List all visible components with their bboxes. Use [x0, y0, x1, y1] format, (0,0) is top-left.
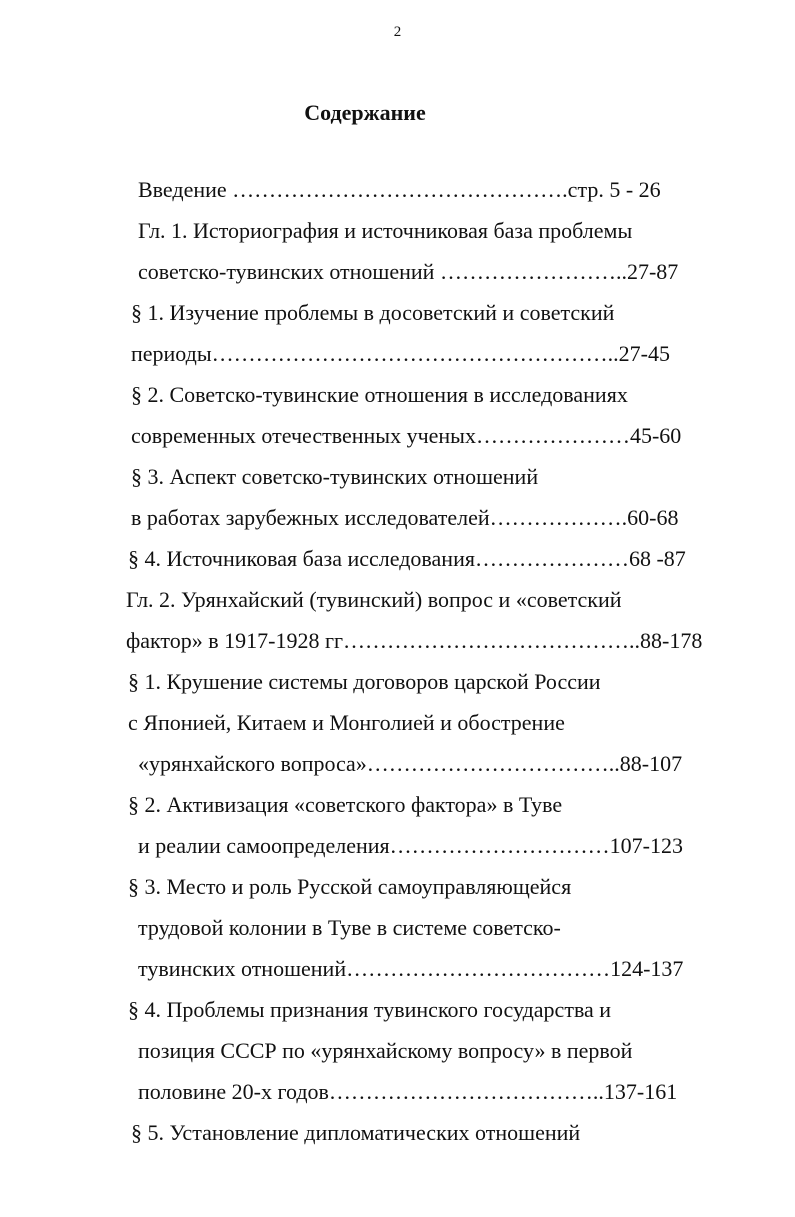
toc-entry-ch2-s1-pages: «урянхайского вопроса»……………………………..88-107	[138, 751, 683, 776]
toc-entry-ch2-s3-heading: § 3. Место и роль Русской самоуправляющейся	[128, 874, 572, 899]
toc-entry-ch2-s1-line2: с Японией, Китаем и Монголией и обострение	[128, 710, 565, 735]
toc-entry-ch2-s2-pages: и реалии самоопределения…………………………107-123	[138, 833, 683, 858]
page-title: Содержание	[304, 100, 426, 125]
toc-entry-ch1-s3-heading: § 3. Аспект советско-тувинских отношений	[131, 464, 539, 489]
toc-entry-chapter-2-heading: Гл. 2. Урянхайский (тувинский) вопрос и «советский	[126, 587, 622, 612]
toc-entry-ch2-s5-heading: § 5. Установление дипломатических отношений	[131, 1120, 581, 1145]
toc-entry-chapter-1-pages: советско-тувинских отношений ……………………..27-87	[138, 259, 679, 284]
toc-entry-ch1-s3-pages: в работах зарубежных исследователей……………….60-68	[131, 505, 679, 530]
page-number: 2	[393, 24, 402, 40]
toc-entry-ch1-s4: § 4. Источниковая база исследования…………………68 -87	[128, 546, 686, 571]
toc-entry-ch1-s1-pages: периоды………………………………………………..27-45	[131, 341, 670, 366]
toc-entry-ch1-s2-pages: современных отечественных ученых…………………45-60	[131, 423, 682, 448]
toc-entry-chapter-1-heading: Гл. 1. Историография и источниковая база проблемы	[138, 218, 633, 243]
toc-entry-ch2-s3-line2: трудовой колонии в Туве в системе советско-	[138, 915, 561, 940]
toc-entry-ch1-s1-heading: § 1. Изучение проблемы в досоветский и советский	[131, 300, 615, 325]
toc-entry-chapter-2-pages: фактор» в 1917-1928 гг…………………………………..88-178	[126, 628, 703, 653]
toc-entry-ch2-s1-heading: § 1. Крушение системы договоров царской России	[128, 669, 601, 694]
toc-entry-ch2-s2-heading: § 2. Активизация «советского фактора» в Туве	[128, 792, 563, 817]
toc-entry-ch2-s4-pages: половине 20-х годов………………………………..137-161	[138, 1079, 678, 1104]
toc-entry-ch2-s3-pages: тувинских отношений………………………………124-137	[138, 956, 684, 981]
toc-entry-ch1-s2-heading: § 2. Советско-тувинские отношения в исследованиях	[131, 382, 628, 407]
toc-entry-ch2-s4-line2: позиция СССР по «урянхайскому вопросу» в первой	[138, 1038, 633, 1063]
toc-entry-introduction: Введение ……………………………………….стр. 5 - 26	[138, 177, 661, 202]
toc-entry-ch2-s4-heading: § 4. Проблемы признания тувинского государства и	[128, 997, 612, 1022]
